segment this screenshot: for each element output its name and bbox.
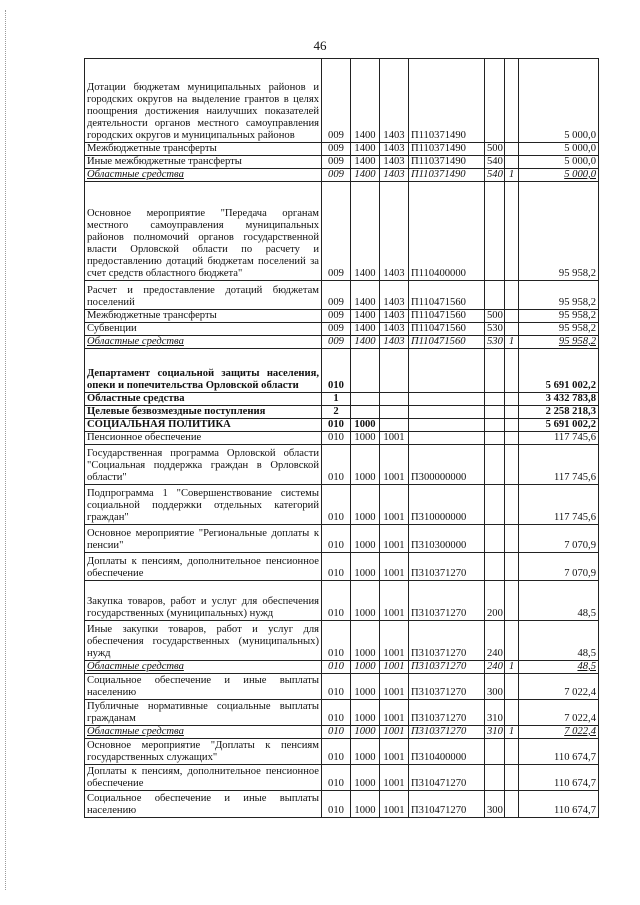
table-row — [85, 169, 599, 182]
department-code-cell: 010 — [322, 700, 351, 726]
subsection-code-cell — [380, 406, 409, 419]
funding-source-code-cell — [505, 581, 519, 621]
target-article-code-cell: П310371270 — [409, 621, 485, 661]
subsection-code-cell: 1001 — [380, 674, 409, 700]
amount-cell: 95 958,2 — [519, 310, 599, 323]
funding-source-code-cell: 1 — [505, 336, 519, 349]
section-code-cell: 1400 — [351, 182, 380, 281]
subsection-code-cell — [380, 393, 409, 406]
expense-type-code-cell: 200 — [485, 581, 505, 621]
section-code-cell: 1000 — [351, 621, 380, 661]
expense-type-code-cell — [485, 525, 505, 553]
table-row — [85, 406, 599, 419]
target-article-code-cell: П310300000 — [409, 525, 485, 553]
line-item-name-cell: Целевые безвозмездные поступления — [85, 406, 322, 419]
section-code-cell: 1400 — [351, 169, 380, 182]
table-row — [85, 621, 599, 661]
funding-source-code-cell — [505, 674, 519, 700]
expense-type-code-cell: 240 — [485, 621, 505, 661]
section-code-cell: 1000 — [351, 661, 380, 674]
target-article-code-cell: П110471560 — [409, 310, 485, 323]
table-row — [85, 739, 599, 765]
funding-source-code-cell — [505, 445, 519, 485]
funding-source-code-cell: 1 — [505, 661, 519, 674]
subsection-code-cell: 1403 — [380, 169, 409, 182]
amount-cell: 7 022,4 — [519, 700, 599, 726]
subsection-code-cell: 1403 — [380, 323, 409, 336]
expense-type-code-cell: 540 — [485, 169, 505, 182]
amount-cell: 110 674,7 — [519, 739, 599, 765]
table-row — [85, 156, 599, 169]
department-code-cell: 010 — [322, 553, 351, 581]
amount-cell: 7 070,9 — [519, 553, 599, 581]
line-item-name-cell: Подпрограмма 1 "Совершенствование системы социальной поддержки отдельных категорий граждан" — [85, 485, 322, 525]
expense-type-code-cell: 540 — [485, 156, 505, 169]
line-item-name-cell: Областные средства — [85, 169, 322, 182]
line-item-name-cell: Областные средства — [85, 393, 322, 406]
line-item-name-cell: СОЦИАЛЬНАЯ ПОЛИТИКА — [85, 419, 322, 432]
section-code-cell: 1400 — [351, 323, 380, 336]
funding-source-code-cell — [505, 419, 519, 432]
department-code-cell: 1 — [322, 393, 351, 406]
expense-type-code-cell: 310 — [485, 726, 505, 739]
subsection-code-cell: 1403 — [380, 143, 409, 156]
department-code-cell: 010 — [322, 621, 351, 661]
budget-table-body — [85, 59, 599, 818]
table-row — [85, 310, 599, 323]
line-item-name-cell: Субвенции — [85, 323, 322, 336]
funding-source-code-cell — [505, 739, 519, 765]
subsection-code-cell: 1001 — [380, 445, 409, 485]
amount-cell: 117 745,6 — [519, 445, 599, 485]
line-item-name-cell: Областные средства — [85, 661, 322, 674]
amount-cell: 7 070,9 — [519, 525, 599, 553]
target-article-code-cell: П310000000 — [409, 485, 485, 525]
amount-cell: 2 258 218,3 — [519, 406, 599, 419]
section-code-cell: 1000 — [351, 674, 380, 700]
table-row — [85, 323, 599, 336]
subsection-code-cell: 1001 — [380, 525, 409, 553]
funding-source-code-cell — [505, 485, 519, 525]
department-code-cell: 010 — [322, 674, 351, 700]
amount-cell: 95 958,2 — [519, 323, 599, 336]
line-item-name-cell: Иные закупки товаров, работ и услуг для обеспечения государственных (муниципальных) нужд — [85, 621, 322, 661]
funding-source-code-cell — [505, 765, 519, 791]
department-code-cell: 010 — [322, 432, 351, 445]
table-row — [85, 581, 599, 621]
funding-source-code-cell — [505, 143, 519, 156]
department-code-cell: 010 — [322, 765, 351, 791]
subsection-code-cell — [380, 349, 409, 393]
funding-source-code-cell — [505, 310, 519, 323]
section-code-cell: 1400 — [351, 156, 380, 169]
subsection-code-cell: 1001 — [380, 581, 409, 621]
line-item-name-cell: Межбюджетные трансферты — [85, 310, 322, 323]
subsection-code-cell: 1001 — [380, 765, 409, 791]
table-row — [85, 419, 599, 432]
department-code-cell: 010 — [322, 485, 351, 525]
table-row — [85, 765, 599, 791]
funding-source-code-cell — [505, 59, 519, 143]
line-item-name-cell: Расчет и предоставление дотаций бюджетам поселений — [85, 281, 322, 310]
line-item-name-cell: Пенсионное обеспечение — [85, 432, 322, 445]
funding-source-code-cell: 1 — [505, 169, 519, 182]
amount-cell: 117 745,6 — [519, 485, 599, 525]
target-article-code-cell: П310471270 — [409, 765, 485, 791]
target-article-code-cell: П310371270 — [409, 674, 485, 700]
section-code-cell: 1000 — [351, 525, 380, 553]
amount-cell: 110 674,7 — [519, 765, 599, 791]
expense-type-code-cell — [485, 182, 505, 281]
target-article-code-cell: П310371270 — [409, 700, 485, 726]
subsection-code-cell: 1001 — [380, 621, 409, 661]
department-code-cell: 010 — [322, 445, 351, 485]
section-code-cell: 1000 — [351, 700, 380, 726]
amount-cell: 95 958,2 — [519, 182, 599, 281]
department-code-cell: 010 — [322, 661, 351, 674]
section-code-cell: 1000 — [351, 445, 380, 485]
expense-type-code-cell: 300 — [485, 791, 505, 818]
expense-type-code-cell — [485, 393, 505, 406]
amount-cell: 48,5 — [519, 661, 599, 674]
amount-cell: 48,5 — [519, 581, 599, 621]
department-code-cell: 010 — [322, 726, 351, 739]
expense-type-code-cell — [485, 765, 505, 791]
amount-cell: 117 745,6 — [519, 432, 599, 445]
table-row — [85, 525, 599, 553]
department-code-cell: 009 — [322, 156, 351, 169]
target-article-code-cell: П110371490 — [409, 156, 485, 169]
department-code-cell: 009 — [322, 182, 351, 281]
expense-type-code-cell: 500 — [485, 310, 505, 323]
funding-source-code-cell — [505, 323, 519, 336]
target-article-code-cell: П310371270 — [409, 553, 485, 581]
section-code-cell: 1000 — [351, 765, 380, 791]
funding-source-code-cell — [505, 791, 519, 818]
line-item-name-cell: Закупка товаров, работ и услуг для обеспечения государственных (муниципальных) нужд — [85, 581, 322, 621]
table-row — [85, 661, 599, 674]
section-code-cell: 1000 — [351, 581, 380, 621]
target-article-code-cell: П310371270 — [409, 726, 485, 739]
department-code-cell: 010 — [322, 739, 351, 765]
expense-type-code-cell — [485, 281, 505, 310]
table-row — [85, 143, 599, 156]
amount-cell: 7 022,4 — [519, 726, 599, 739]
expense-type-code-cell — [485, 59, 505, 143]
expense-type-code-cell — [485, 432, 505, 445]
funding-source-code-cell: 1 — [505, 726, 519, 739]
department-code-cell: 010 — [322, 349, 351, 393]
line-item-name-cell: Департамент социальной защиты населения, опеки и попечительства Орловской области — [85, 349, 322, 393]
subsection-code-cell: 1001 — [380, 485, 409, 525]
table-row — [85, 336, 599, 349]
table-row — [85, 726, 599, 739]
funding-source-code-cell — [505, 393, 519, 406]
section-code-cell: 1000 — [351, 553, 380, 581]
expense-type-code-cell: 310 — [485, 700, 505, 726]
target-article-code-cell: П110371490 — [409, 169, 485, 182]
expense-type-code-cell — [485, 349, 505, 393]
department-code-cell: 009 — [322, 323, 351, 336]
amount-cell: 3 432 783,8 — [519, 393, 599, 406]
target-article-code-cell: П110400000 — [409, 182, 485, 281]
table-row — [85, 445, 599, 485]
section-code-cell: 1400 — [351, 310, 380, 323]
target-article-code-cell: П300000000 — [409, 445, 485, 485]
line-item-name-cell: Дотации бюджетам муниципальных районов и городских округов на выделение грантов в целях поощрения достижения наилучших показателей деятельности органов местного самоуправления городских округов и муниципальных районов — [85, 59, 322, 143]
subsection-code-cell: 1403 — [380, 281, 409, 310]
amount-cell: 5 000,0 — [519, 59, 599, 143]
department-code-cell: 009 — [322, 143, 351, 156]
target-article-code-cell: П110471560 — [409, 281, 485, 310]
section-code-cell — [351, 393, 380, 406]
section-code-cell: 1400 — [351, 336, 380, 349]
expense-type-code-cell — [485, 406, 505, 419]
funding-source-code-cell — [505, 156, 519, 169]
line-item-name-cell: Доплаты к пенсиям, дополнительное пенсионное обеспечение — [85, 765, 322, 791]
table-row — [85, 553, 599, 581]
table-row — [85, 349, 599, 393]
line-item-name-cell: Областные средства — [85, 336, 322, 349]
table-row — [85, 432, 599, 445]
target-article-code-cell: П110471560 — [409, 323, 485, 336]
line-item-name-cell: Публичные нормативные социальные выплаты гражданам — [85, 700, 322, 726]
target-article-code-cell: П310371270 — [409, 661, 485, 674]
subsection-code-cell: 1001 — [380, 726, 409, 739]
funding-source-code-cell — [505, 406, 519, 419]
target-article-code-cell — [409, 432, 485, 445]
target-article-code-cell: П310371270 — [409, 581, 485, 621]
target-article-code-cell — [409, 419, 485, 432]
funding-source-code-cell — [505, 182, 519, 281]
table-row — [85, 393, 599, 406]
amount-cell: 110 674,7 — [519, 791, 599, 818]
target-article-code-cell: П110371490 — [409, 59, 485, 143]
subsection-code-cell: 1403 — [380, 182, 409, 281]
target-article-code-cell — [409, 349, 485, 393]
subsection-code-cell: 1001 — [380, 661, 409, 674]
section-code-cell: 1000 — [351, 419, 380, 432]
department-code-cell: 010 — [322, 581, 351, 621]
subsection-code-cell: 1403 — [380, 310, 409, 323]
line-item-name-cell: Социальное обеспечение и иные выплаты населению — [85, 791, 322, 818]
subsection-code-cell: 1403 — [380, 336, 409, 349]
table-row — [85, 700, 599, 726]
binding-edge — [5, 10, 6, 890]
expense-type-code-cell: 530 — [485, 336, 505, 349]
expense-type-code-cell: 300 — [485, 674, 505, 700]
line-item-name-cell: Межбюджетные трансферты — [85, 143, 322, 156]
expense-type-code-cell: 500 — [485, 143, 505, 156]
amount-cell: 5 000,0 — [519, 143, 599, 156]
expense-type-code-cell — [485, 485, 505, 525]
target-article-code-cell: П110371490 — [409, 143, 485, 156]
subsection-code-cell: 1403 — [380, 156, 409, 169]
target-article-code-cell: П310400000 — [409, 739, 485, 765]
table-row — [85, 674, 599, 700]
expense-type-code-cell — [485, 553, 505, 581]
funding-source-code-cell — [505, 281, 519, 310]
funding-source-code-cell — [505, 349, 519, 393]
funding-source-code-cell — [505, 525, 519, 553]
section-code-cell — [351, 349, 380, 393]
target-article-code-cell: П310471270 — [409, 791, 485, 818]
funding-source-code-cell — [505, 553, 519, 581]
table-row — [85, 791, 599, 818]
amount-cell: 5 000,0 — [519, 169, 599, 182]
expense-type-code-cell — [485, 739, 505, 765]
expense-type-code-cell: 530 — [485, 323, 505, 336]
page-number: 46 — [313, 38, 327, 53]
table-row — [85, 281, 599, 310]
section-code-cell: 1000 — [351, 726, 380, 739]
department-code-cell: 010 — [322, 791, 351, 818]
amount-cell: 48,5 — [519, 621, 599, 661]
section-code-cell: 1000 — [351, 432, 380, 445]
department-code-cell: 009 — [322, 336, 351, 349]
subsection-code-cell — [380, 419, 409, 432]
department-code-cell: 009 — [322, 59, 351, 143]
section-code-cell — [351, 406, 380, 419]
department-code-cell: 2 — [322, 406, 351, 419]
budget-table — [84, 58, 599, 818]
expense-type-code-cell — [485, 419, 505, 432]
section-code-cell: 1000 — [351, 739, 380, 765]
line-item-name-cell: Социальное обеспечение и иные выплаты населению — [85, 674, 322, 700]
funding-source-code-cell — [505, 700, 519, 726]
target-article-code-cell: П110471560 — [409, 336, 485, 349]
subsection-code-cell: 1001 — [380, 700, 409, 726]
line-item-name-cell: Государственная программа Орловской области "Социальная поддержка граждан в Орловской области" — [85, 445, 322, 485]
department-code-cell: 010 — [322, 525, 351, 553]
section-code-cell: 1400 — [351, 59, 380, 143]
expense-type-code-cell: 240 — [485, 661, 505, 674]
section-code-cell: 1400 — [351, 281, 380, 310]
line-item-name-cell: Иные межбюджетные трансферты — [85, 156, 322, 169]
line-item-name-cell: Основное мероприятие "Региональные доплаты к пенсии" — [85, 525, 322, 553]
table-row — [85, 485, 599, 525]
section-code-cell: 1000 — [351, 485, 380, 525]
table-row — [85, 59, 599, 143]
department-code-cell: 009 — [322, 281, 351, 310]
section-code-cell: 1400 — [351, 143, 380, 156]
department-code-cell: 009 — [322, 169, 351, 182]
subsection-code-cell: 1001 — [380, 791, 409, 818]
subsection-code-cell: 1403 — [380, 59, 409, 143]
amount-cell: 7 022,4 — [519, 674, 599, 700]
funding-source-code-cell — [505, 621, 519, 661]
expense-type-code-cell — [485, 445, 505, 485]
subsection-code-cell: 1001 — [380, 739, 409, 765]
department-code-cell: 009 — [322, 310, 351, 323]
target-article-code-cell — [409, 406, 485, 419]
target-article-code-cell — [409, 393, 485, 406]
amount-cell: 5 000,0 — [519, 156, 599, 169]
line-item-name-cell: Доплаты к пенсиям, дополнительное пенсионное обеспечение — [85, 553, 322, 581]
amount-cell: 5 691 002,2 — [519, 349, 599, 393]
department-code-cell: 010 — [322, 419, 351, 432]
subsection-code-cell: 1001 — [380, 553, 409, 581]
line-item-name-cell: Областные средства — [85, 726, 322, 739]
line-item-name-cell: Основное мероприятие "Передача органам местного самоуправления муниципальных районов полномочий органов государственной власти Орловской области по расчету и предоставлению дотаций бюджетам поселений за счет средств областного бюджета" — [85, 182, 322, 281]
funding-source-code-cell — [505, 432, 519, 445]
amount-cell: 95 958,2 — [519, 281, 599, 310]
amount-cell: 95 958,2 — [519, 336, 599, 349]
table-row — [85, 182, 599, 281]
section-code-cell: 1000 — [351, 791, 380, 818]
subsection-code-cell: 1001 — [380, 432, 409, 445]
line-item-name-cell: Основное мероприятие "Доплаты к пенсиям государственных служащих" — [85, 739, 322, 765]
amount-cell: 5 691 002,2 — [519, 419, 599, 432]
